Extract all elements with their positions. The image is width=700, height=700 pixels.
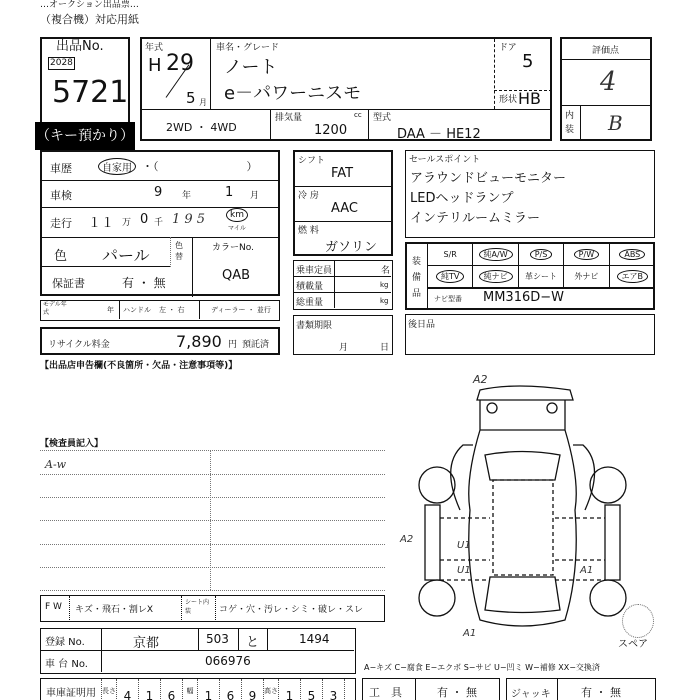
damage-mark: U1 [457, 565, 471, 576]
interior-value: B [608, 111, 623, 135]
registration-kana: と [246, 635, 260, 650]
dimension-digit: 5 [301, 679, 323, 700]
garage-cells [41, 679, 354, 700]
dimension-digit: 6 [161, 679, 183, 700]
handle-value: 左 ・ 右 [159, 306, 185, 314]
warranty-label: 保証書 [52, 277, 85, 290]
fuel-value: ガソリン [325, 240, 378, 255]
recycle-label: リサイクル料金 [48, 340, 110, 350]
dimension-digit: 1 [139, 679, 161, 700]
cc-unit: cc [354, 111, 362, 119]
jack-label: ジャッキ [511, 689, 551, 700]
inspection-month-unit: 月 [250, 191, 260, 201]
side-sill-left [425, 505, 440, 580]
dimension-digit: 6 [220, 679, 242, 700]
fw-label: F W [45, 602, 62, 612]
equipment-item: 外ナビ [574, 272, 599, 281]
damage-legend: A−キズ C−腐食 E−エクボ S−サビ U−凹ミ W−補修 XX−交換済 [364, 663, 600, 672]
jack-row [506, 678, 656, 700]
later-label: 後日品 [408, 320, 436, 330]
year-label: 年式 [145, 43, 164, 53]
car-diagram [395, 370, 645, 640]
damage-mark: A1 [463, 628, 477, 639]
equipment-cell [610, 266, 655, 288]
wheel [419, 580, 455, 616]
lot-sub: 2028 [50, 58, 73, 68]
recycle-status: 預託済 [242, 340, 270, 350]
recycle-row [40, 327, 280, 355]
lot-box [40, 37, 130, 125]
inspection-year: 9 [154, 185, 163, 200]
damage-mark: A2 [473, 373, 488, 386]
dimension-label: 幅 [183, 679, 198, 700]
registration-area: 京都 [133, 636, 160, 651]
wheel [419, 467, 455, 503]
docs-label: 書類期限 [296, 321, 333, 331]
recycle-unit: 円 [228, 340, 238, 350]
lot-number: 5721 [52, 75, 129, 110]
history-rest: ・（ ） [142, 160, 258, 173]
score-box [560, 37, 652, 141]
shift-label: シフト [298, 156, 326, 166]
sales-point: アラウンドビューモニター [410, 171, 567, 186]
dealer-value: ディーラー ・ 並行 [211, 306, 271, 314]
equipment-cell [564, 244, 609, 266]
wheel [590, 467, 626, 503]
ac-value: AAC [331, 201, 358, 216]
header-cut-text: …オークション出品票… [40, 0, 139, 10]
dimension-digit: 9 [242, 679, 264, 700]
equipment-item: 革シート [524, 272, 557, 281]
fuel-label: 燃 料 [298, 226, 319, 236]
dimension-label: 長さ [102, 679, 117, 700]
inspector-note: A-w [45, 458, 67, 471]
mileage-label: 走行 [50, 217, 72, 230]
equipment-item: S/R [443, 250, 457, 259]
equipment-cell [519, 244, 564, 266]
seat-items: コゲ・穴・汚レ・シミ・破レ・スレ [219, 605, 364, 615]
color-no-label: カラーNo. [212, 243, 254, 253]
equipment-cell [428, 244, 473, 266]
unit-km: km [226, 208, 248, 222]
seller-note-label: 【出品店申告欄(不良箇所・欠品・注意事項等)】 [40, 361, 238, 371]
color-value: パール [102, 246, 150, 265]
inspection-label: 車検 [50, 189, 72, 202]
later-items [405, 314, 655, 355]
handle-label: ハンドル [123, 306, 151, 314]
damage-mark: U1 [457, 540, 471, 551]
equipment-item: ABS [619, 249, 645, 260]
chassis-label: 車 台 No. [45, 659, 88, 670]
mileage-man: １１ [88, 216, 115, 231]
score-value: 4 [600, 67, 617, 97]
equipment-grid [428, 244, 655, 288]
mileage-sen: 0 [140, 212, 149, 227]
mileage-rest: 1 9 5 [172, 212, 206, 227]
tools-value: 有 ・ 無 [437, 686, 477, 699]
navi-model: MM316D−W [483, 290, 565, 305]
model-code: DAA － HE12 [397, 127, 481, 142]
fw-items: キズ・飛石・割レX [75, 605, 153, 615]
shape-label: 形状 [499, 95, 518, 105]
navi-label: ナビ型番 [434, 295, 462, 303]
doors: 5 [522, 51, 534, 72]
registration-number: 1494 [299, 632, 330, 646]
dimension-digit: 3 [323, 679, 345, 700]
docs-day: 日 [380, 343, 390, 353]
warranty-value: 有 ・ 無 [122, 276, 166, 290]
drive: 2WD ・ 4WD [166, 121, 237, 134]
fw-row [40, 595, 385, 622]
repaint-label: 色替 [175, 241, 183, 261]
rear-window [485, 452, 560, 481]
equipment-cell [564, 266, 609, 288]
mileage-sen-unit: 千 [154, 218, 164, 228]
car-grade: e－パワーニスモ [224, 83, 362, 104]
sales-point: インテリルームミラー [410, 211, 541, 226]
equipment-item: 純A/W [479, 248, 513, 261]
name-label: 車名・グレード [216, 43, 280, 53]
registration-label: 登録 No. [45, 637, 85, 648]
equipment-item: 純TV [436, 270, 464, 283]
form-note: （複合機）対応用紙 [40, 13, 139, 26]
sales-point: LEDヘッドランプ [410, 191, 514, 206]
mileage-man-unit: 万 [122, 218, 132, 228]
unit-mile: マイル [228, 225, 246, 232]
equipment-block [405, 242, 655, 310]
model-year-row [40, 300, 280, 321]
car-name: ノート [224, 57, 278, 78]
garage-row [40, 678, 356, 700]
equipment-cell [473, 244, 518, 266]
side-sill-right [605, 505, 620, 580]
tail-light [487, 403, 497, 413]
wheel [590, 580, 626, 616]
gross-unit: kg [380, 297, 389, 305]
registration-block [40, 628, 356, 674]
windshield [485, 577, 560, 613]
docs-month: 月 [339, 343, 349, 353]
gross-label: 総重量 [296, 298, 324, 308]
interior-label: 内装 [565, 111, 575, 135]
load-label: 積載量 [296, 282, 324, 292]
score-label: 評価点 [592, 46, 620, 56]
tools-label: 工 具 [369, 686, 402, 699]
garage-label: 車庫証明用 [41, 679, 102, 700]
inspection-year-unit: 年 [182, 191, 192, 201]
color-no: QAB [222, 268, 251, 283]
history-value: 自家用 [98, 158, 136, 175]
spec-block [293, 150, 393, 256]
equipment-cell [519, 266, 564, 288]
dimension-digit: 1 [279, 679, 301, 700]
load-unit: kg [380, 281, 389, 289]
spare-label: スペア [618, 639, 648, 650]
key-note: （キー預かり） [35, 122, 135, 150]
displacement-label: 排気量 [275, 113, 303, 123]
sales-points [405, 150, 655, 238]
capacity-block [293, 260, 393, 310]
roof [493, 480, 553, 575]
shape: HB [518, 89, 542, 108]
equipment-item: エアB [617, 270, 649, 283]
equipment-cell [428, 266, 473, 288]
dimension-digit: 1 [198, 679, 220, 700]
history-label: 車歴 [50, 162, 72, 175]
registration-class: 503 [206, 632, 229, 646]
lot-label: 出品No. [56, 39, 104, 54]
seats-unit: 名 [381, 266, 391, 276]
docs-block [293, 315, 393, 355]
sales-points-label: セールスポイント [409, 155, 481, 165]
model-year-label: モデル年式 [43, 301, 67, 316]
color-label: 色 [54, 249, 68, 264]
era: H [148, 55, 162, 76]
tail-light [547, 403, 557, 413]
equipment-cell [610, 244, 655, 266]
month: 5 [186, 89, 196, 107]
year: 29 [166, 51, 194, 76]
displacement: 1200 [314, 123, 348, 138]
dimension-digit: 4 [117, 679, 139, 700]
chassis-number: 066976 [205, 654, 251, 668]
equipment-item: P/S [530, 249, 553, 260]
dimension-label: 高さ [264, 679, 279, 700]
equipment-item: 純ナビ [479, 270, 513, 283]
equipment-label: 装備品 [412, 257, 422, 299]
seats-label: 乗車定員 [296, 266, 333, 276]
damage-mark: A1 [580, 565, 594, 576]
month-unit: 月 [199, 98, 207, 107]
model-label: 型式 [373, 113, 392, 123]
damage-mark: A2 [400, 534, 414, 545]
spare-tire-icon [622, 604, 654, 638]
model-year-unit: 年 [107, 306, 114, 314]
seat-label: シート内装 [185, 599, 210, 615]
rear-spoiler [477, 386, 573, 400]
recycle-value: 7,890 [176, 332, 222, 351]
shift-value: FAT [331, 166, 354, 181]
car-info-box [140, 37, 552, 141]
equipment-cell [473, 266, 518, 288]
door-label: ドア [499, 43, 517, 53]
equipment-item: P/W [574, 249, 599, 260]
tools-row [362, 678, 500, 700]
inspector-label: 【検査員記入】 [40, 439, 104, 449]
jack-value: 有 ・ 無 [581, 686, 621, 699]
ac-label: 冷 房 [298, 191, 319, 201]
inspection-month: 1 [225, 185, 234, 200]
history-block [40, 150, 280, 296]
body-outline [469, 400, 577, 626]
